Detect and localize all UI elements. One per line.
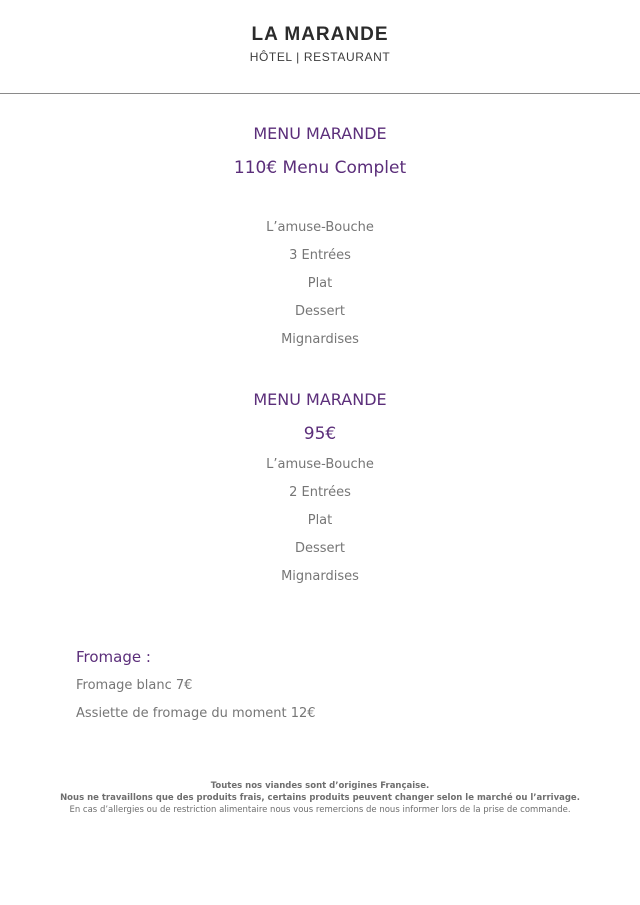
menu-1-title: MENU MARANDE — [253, 124, 387, 143]
menu-2-course: Mignardises — [281, 569, 359, 584]
menu-1-course: L’amuse-Bouche — [266, 220, 374, 235]
menu-1-course: Dessert — [295, 304, 345, 319]
menu-1-course: Mignardises — [281, 332, 359, 347]
menu-2-title: MENU MARANDE — [253, 390, 387, 409]
menu-1-course: Plat — [307, 276, 333, 291]
page-header — [0, 0, 640, 94]
fromage-item: Fromage blanc 7€ — [76, 678, 193, 693]
menu-2-course: L’amuse-Bouche — [266, 457, 374, 472]
menu-2-course: Plat — [307, 513, 333, 528]
menu-2-price: 95€ — [303, 424, 337, 444]
footer-note-allergy: En cas d’allergies ou de restriction alimentaire nous vous remercions de nous informer lors de la prise de commande. — [69, 805, 571, 815]
menu-1-price: 110€ Menu Complet — [233, 158, 407, 178]
footer-note-fresh: Nous ne travaillons que des produits frais, certains produits peuvent changer selon le marché ou l’arrivage. — [60, 793, 580, 803]
header-divider — [0, 93, 640, 94]
brand-name: LA MARANDE — [251, 24, 389, 45]
menu-1-course: 3 Entrées — [289, 248, 351, 263]
menu-2-course: Dessert — [295, 541, 345, 556]
fromage-item: Assiette de fromage du moment 12€ — [76, 706, 316, 721]
brand-subtitle: HÔTEL | RESTAURANT — [249, 50, 391, 64]
fromage-heading: Fromage : — [76, 648, 151, 666]
menu-2-course: 2 Entrées — [289, 485, 351, 500]
footer-note-origin: Toutes nos viandes sont d’origines Française. — [210, 781, 430, 791]
